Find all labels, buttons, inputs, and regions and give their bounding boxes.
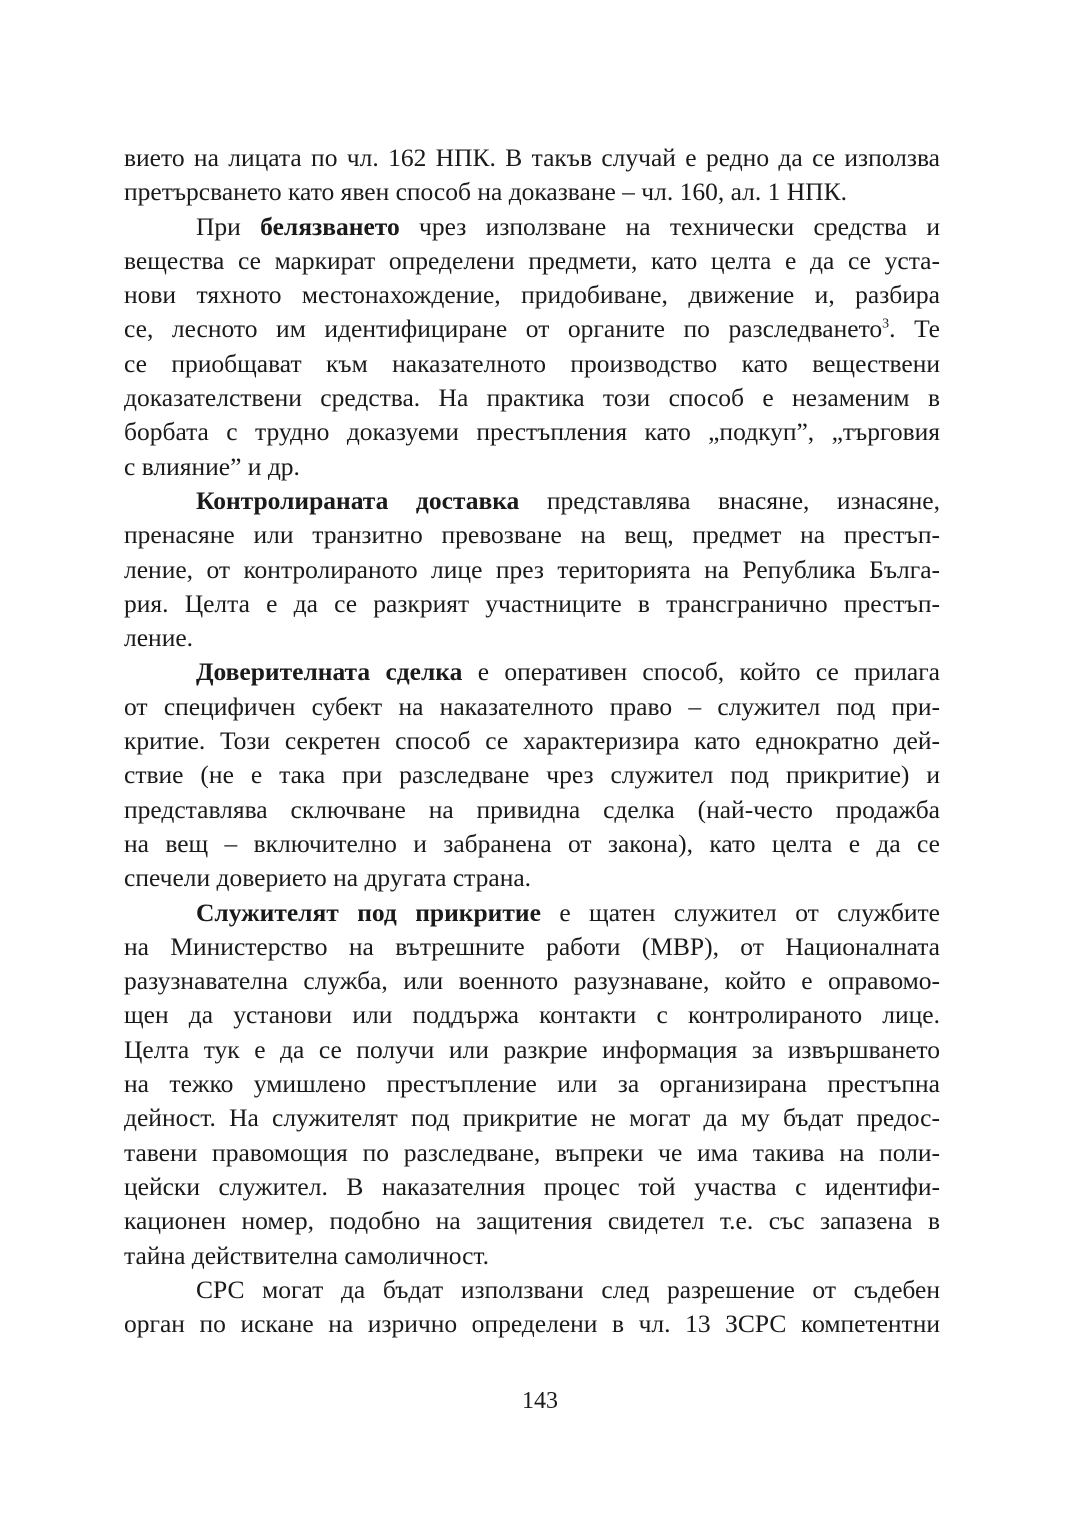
text-line: разузнавателна служба, или военното разузнаване, който е оправомо- <box>124 966 940 996</box>
text-line: с влияние” и др. <box>124 451 300 481</box>
footnote-reference[interactable]: 3 <box>882 316 890 332</box>
text-line: щен да установи или поддържа контакти с контролираното лице. <box>124 1000 940 1030</box>
text-line <box>124 896 940 930</box>
text-line: се приобщават към наказателното производство като веществени <box>124 348 940 378</box>
text-line <box>124 312 940 346</box>
text-line: на Министерство на вътрешните работи (МВР), от Националната <box>124 931 940 961</box>
text-line <box>124 210 940 244</box>
paragraph <box>124 1273 940 1342</box>
text-line: тайна действителна самоличност. <box>124 1240 490 1270</box>
text-line: представлява сключване на привидна сделка (най-често продажба <box>124 794 940 824</box>
text-line: ление. <box>124 623 194 653</box>
text-line: тавени правомощия по разследване, въпреки че има такива на поли- <box>124 1137 940 1167</box>
text-line: пренасяне или транзитно превозване на вещ, предмет на престъп- <box>124 520 940 550</box>
text-run: . Те <box>889 314 940 344</box>
text-run: е щатен служител от службите <box>540 897 940 927</box>
text-run: чрез използване на технически средства и <box>399 211 941 241</box>
paragraph <box>124 484 940 655</box>
text-line: СРС могат да бъдат използвани след разрешение от съдебен <box>196 1274 940 1304</box>
paragraph <box>124 210 940 484</box>
text-run: представлява внасяне, изнасяне, <box>519 485 940 515</box>
text-line: цейски служител. В наказателния процес той участва с идентифи- <box>124 1171 940 1201</box>
text-line: критие. Този секретен способ се характеризира като еднократно дей- <box>124 726 940 756</box>
text-line: рия. Целта е да се разкрият участниците в трансгранично престъп- <box>124 588 940 618</box>
page-body <box>124 141 940 1341</box>
bold-term: белязването <box>260 211 400 241</box>
text-run: се, лесното им идентифициране от органите по разследването <box>124 314 883 344</box>
text-line <box>124 484 940 518</box>
text-line: кационен номер, подобно на защитения свидетел т.е. със запазена в <box>124 1206 940 1236</box>
bold-term: Доверителната сделка <box>196 657 463 687</box>
page-number: 143 <box>522 1388 558 1414</box>
text-line: Целта тук е да се получи или разкрие информация за извършването <box>124 1034 940 1064</box>
text-line: претърсването като явен способ на доказване – чл. 160, ал. 1 НПК. <box>124 177 847 207</box>
text-run: При <box>196 211 261 241</box>
text-line: орган по искане на изрично определени в чл. 13 ЗСРС компетентни <box>124 1309 940 1339</box>
bold-term: Служителят под прикритие <box>196 897 541 927</box>
text-line: нови тяхното местонахождение, придобиване, движение и, разбира <box>124 280 940 310</box>
text-run: е оперативен способ, който се прилага <box>462 657 941 687</box>
text-line <box>124 655 940 689</box>
paragraph <box>124 141 940 210</box>
paragraph <box>124 655 940 895</box>
text-line: вещества се маркират определени предмети, като целта е да се уста- <box>124 245 940 275</box>
text-line: ствие (не е така при разследване чрез служител под прикритие) и <box>124 760 940 790</box>
text-line: доказателствени средства. На практика този способ е незаменим в <box>124 383 940 413</box>
text-line: на вещ – включително и забранена от закона), като целта е да се <box>124 828 940 858</box>
text-line: вието на лицата по чл. 162 НПК. В такъв случай е редно да се използва <box>124 143 940 172</box>
paragraph <box>124 896 940 1273</box>
text-line: от специфичен субект на наказателното право – служител под при- <box>124 691 940 721</box>
bold-term: Контролираната доставка <box>196 485 520 515</box>
text-line: ление, от контролираното лице през територията на Република Бълга- <box>124 554 940 584</box>
text-line: спечели доверието на другата страна. <box>124 863 532 893</box>
text-line: дейност. На служителят под прикритие не могат да му бъдат предос- <box>124 1103 940 1133</box>
text-line: на тежко умишлено престъпление или за организирана престъпна <box>124 1069 940 1099</box>
text-line: борбата с трудно доказуеми престъпления като „подкуп”, „търговия <box>124 417 940 447</box>
